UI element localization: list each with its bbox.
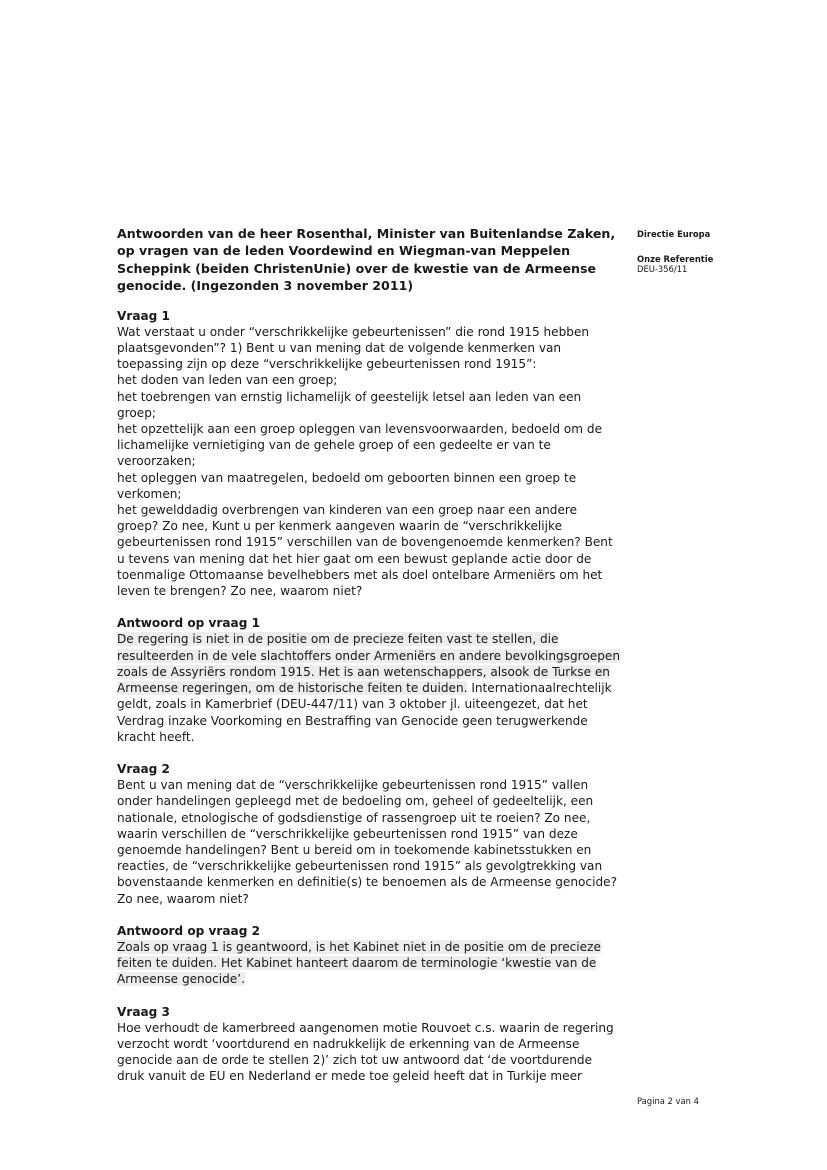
answer-1-text [117,631,622,744]
answer-1-heading: Antwoord op vraag 1 [117,616,260,631]
question-1-line: het opleggen van maatregelen, bedoeld om geboorten binnen een groep te verkomen; [117,470,577,501]
question-3-line: Hoe verhoudt de kamerbreed aangenomen motie Rouvoet c.s. waarin de regering verzocht wordt ‘voortdurend en nadrukkelijk de erkenning van de Armeense genocide aan de orde te stellen 2)’ zich tot uw antwoord dat ‘de voortdurende druk vanuit de EU en Nederland er mede toe geleid heeft dat in Turkije meer [117,1020,614,1084]
department-label: Directie Europa [637,229,711,239]
question-2-heading: Vraag 2 [117,761,170,776]
question-1-text [117,324,622,599]
answer-2-text [117,939,622,988]
document-title: Antwoorden van de heer Rosenthal, Minister van Buitenlandse Zaken, op vragen van de leden Voordewind en Wiegman-van Meppelen Scheppink (beiden ChristenUnie) over de kwestie van de Armeense genocide. (Ingezonden 3 november 2011) [117,226,616,294]
answer-2-heading: Antwoord op vraag 2 [117,923,260,938]
reference-label: Onze Referentie [637,253,714,264]
department-block [637,229,807,240]
reference-block [637,254,807,275]
question-3-text [117,1020,622,1085]
question-1-heading: Vraag 1 [117,308,170,323]
question-1-line: het doden van leden van een groep; [117,373,338,388]
question-1-line: het opzettelijk aan een groep opleggen van levensvoorwaarden, bedoeld om de lichamelijke vernietiging van de gehele groep of een gedeelte er van te veroorzaken; [117,422,603,469]
question-1-line: Wat verstaat u onder “verschrikkelijke gebeurtenissen” die rond 1915 hebben plaatsgevonden”? 1) Bent u van mening dat de volgende kenmerken van toepassing zijn op deze “verschrikkelijke gebeurtenissen rond 1915”: [117,324,590,372]
document-body [117,225,622,1101]
question-1-line: het gewelddadig overbrengen van kinderen van een groep naar een andere groep? Zo nee, Kunt u per kenmerk aangeven waarin de “verschrikkelijke gebeurtenissen rond 1915” verschillen van de bovengenoemde kenmerken? Bent u tevens van mening dat het hier gaat om een bewust geplande actie door de toenmalige Ottomaanse bevelhebbers met als doel ontelbare Armeniërs om het leven te brengen? Zo nee, waarom niet? [117,503,613,599]
reference-value: DEU-356/11 [637,264,688,275]
question-2-line: Bent u van mening dat de “verschrikkelijke gebeurtenissen rond 1915” vallen onder handelingen gepleegd met de bedoeling om, geheel of gedeeltelijk, een nationale, etnologische of godsdienstige of rassengroep uit te roeien? Zo nee, waarin verschillen de “verschrikkelijke gebeurtenissen rond 1915” van deze genoemde handelingen? Bent u bereid om in toekomende kabinetsstukken en reacties, de “verschrikkelijke gebeurtenissen rond 1915” als gevolgtrekking van bovenstaande kenmerken en definitie(s) te benoemen als de Armeense genocide? Zo nee, waarom niet? [117,778,617,906]
answer-1-plain-text: Internationaalrechtelijk geldt, zoals in Kamerbrief (DEU-447/11) van 3 oktober jl. uiteengezet, dat het Verdrag inzake Voorkoming en Bestraffing van Genocide geen terugwerkende kracht heeft. [117,681,612,744]
question-2-text [117,777,622,907]
answer-1-highlighted-text: De regering is niet in de positie om de precieze feiten vast te stellen, die resulteerden in de vele slachtoffers onder Armeniërs en andere bevolkingsgroepen zoals de Assyriërs rondom 1915. Het is aan wetenschappers, alsook de Turkse en Armeense regeringen, om de historische feiten te duiden. [117,632,620,696]
page-number: Pagina 2 van 4 [637,1096,699,1106]
sidebar [637,229,807,289]
answer-2-highlighted-text: Zoals op vraag 1 is geantwoord, is het Kabinet niet in de positie om de precieze feiten te duiden. Het Kabinet hanteert daarom de terminologie ‘kwestie van de Armeense genocide’. [117,939,601,987]
question-1-line: het toebrengen van ernstig lichamelijk of geestelijk letsel aan leden van een groep; [117,389,582,420]
question-3-heading: Vraag 3 [117,1004,170,1019]
